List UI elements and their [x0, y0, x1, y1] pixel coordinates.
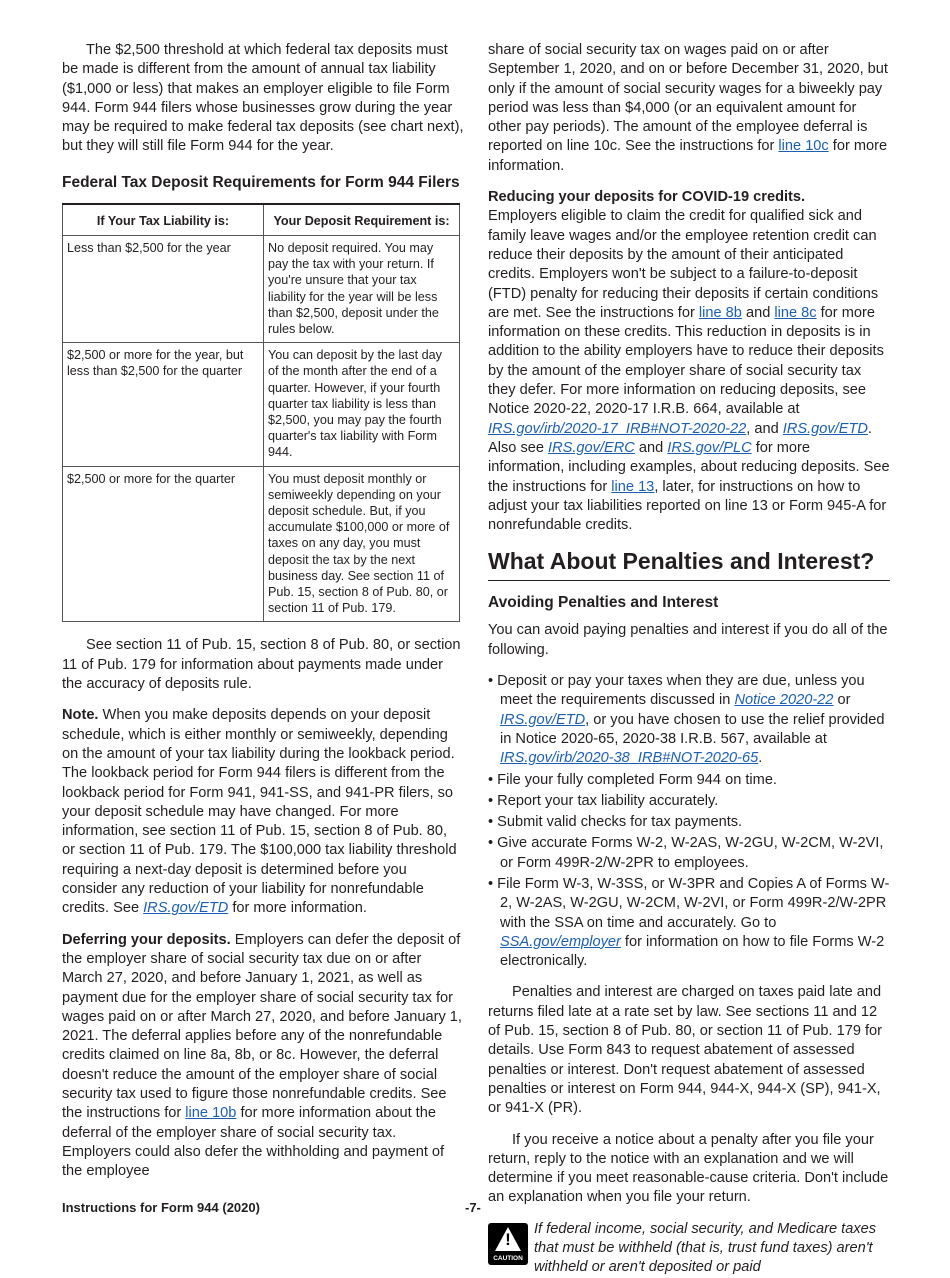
list-item	[488, 813, 890, 832]
text: , and	[746, 420, 783, 437]
link[interactable]: line 8b	[698, 304, 742, 321]
column-header: Your Deposit Requirement is:	[264, 204, 460, 236]
list-item	[488, 771, 890, 790]
text: and	[741, 304, 775, 321]
left-column	[62, 41, 464, 1193]
paragraph-employee-deferral	[488, 41, 890, 176]
run-in-heading: Reducing your deposits for COVID-19 credits.	[488, 189, 806, 206]
caution-label: CAUTION	[493, 1254, 523, 1262]
paragraph-notice	[488, 1131, 890, 1208]
link[interactable]: SSA.gov/employer	[500, 933, 621, 950]
text: • Submit valid checks for tax payments.	[488, 814, 743, 831]
subsection-heading: Avoiding Penalties and Interest	[488, 594, 719, 612]
text: or	[833, 692, 851, 709]
text: for more information.	[228, 900, 367, 917]
run-in-heading: Deferring your deposits.	[62, 931, 231, 948]
text: . Also see	[488, 420, 872, 456]
text: See section 11 of Pub. 15, section 8 of Pub. 80, or section 11 of Pub. 179 for information about payments made under the accuracy of deposits rule.	[62, 637, 461, 693]
text: and	[634, 439, 668, 456]
text: • Report your tax liability accurately.	[488, 792, 719, 809]
text: The $2,500 threshold at which federal tax deposits must be made is different from the amount of annual tax liability ($1,000 or less) that makes an employer eligible to file Form 944. Form 944 filers whose businesses grow during the year may be required to make federal tax deposits (see chart next), but they will still file Form 944 for the year.	[62, 42, 464, 155]
link[interactable]: IRS.gov/PLC	[667, 439, 752, 456]
text: share of social security tax on wages paid on or after September 1, 2020, and on or before December 31, 2020, but only if the amount of social security wages for a biweekly pay period was less than $4,000 (or an equivalent amount for other pay periods). The amount of the employee deferral is reported on line 10c. See the instructions for	[488, 42, 888, 155]
link[interactable]: IRS.gov/ETD	[782, 420, 868, 437]
run-in-heading: Note.	[62, 707, 99, 724]
caution-icon: ! CAUTION	[488, 1223, 528, 1265]
text: If you receive a notice about a penalty after you file your return, reply to the notice with an explanation and we will determine if you meet reasonable-cause criteria. Don't include an explanation when you file your return.	[488, 1131, 889, 1206]
link[interactable]: IRS.gov/ETD	[500, 711, 586, 728]
text: for more information on these credits. This reduction in deposits is in addition to the ability employers have to reduce their deposits by the amount of the employer share of social security tax they defer. For more information on reducing deposits, see Notice 2020-22, 2020-17 I.R.B. 664, available at	[488, 304, 884, 418]
footer-title: Instructions for Form 944 (2020)	[62, 1200, 260, 1215]
text: for information on how to file Forms W-2 electronically.	[500, 933, 885, 970]
table-cell: You must deposit monthly or semiweekly depending on your deposit schedule. But, if you accumulate $100,000 or more of taxes on any day, you must deposit the tax by the next business day. See section 11 of Pub. 15, section 8 of Pub. 80, or section 11 of Pub. 179.	[264, 466, 460, 622]
text: , or you have chosen to use the relief provided in Notice 2020-65, 2020-38 I.R.B. 567, available at	[500, 711, 885, 747]
caution-text: If federal income, social security, and Medicare taxes that must be withheld (that is, trust fund taxes) aren't withheld or aren't deposited or paid	[534, 1220, 877, 1276]
link[interactable]: line 13	[611, 478, 655, 495]
text: • File Form W-3, W-3SS, or W-3PR and Copies A of Forms W-2, W-2AS, W-2GU, W-2CM, W-2VI, or Form 499R-2/W-2PR with the SSA on time and accurately. Go to	[488, 875, 890, 931]
list-item	[488, 875, 890, 971]
link[interactable]: IRS.gov/irb/2020-17_IRB#NOT-2020-22	[488, 420, 747, 437]
list-item	[488, 792, 890, 811]
text: , later, for instructions on how to adjust your tax liabilities reported on line 13 or Form 945-A for nonrefundable credits.	[488, 478, 887, 534]
paragraph-penalties	[488, 983, 890, 1118]
paragraph-note	[62, 706, 464, 918]
table-cell: $2,500 or more for the quarter	[63, 466, 264, 622]
link[interactable]: IRS.gov/ERC	[548, 439, 635, 456]
paragraph-accuracy-rule	[62, 636, 464, 694]
text: for more information.	[488, 138, 888, 174]
paragraph-deferring-deposits	[62, 931, 464, 1182]
table-cell: Less than $2,500 for the year	[63, 235, 264, 342]
table-row	[63, 235, 460, 342]
deposit-requirements-table	[62, 203, 460, 623]
table-header-row	[63, 204, 460, 236]
paragraph-threshold	[62, 41, 464, 157]
text: Employers can defer the deposit of the employer share of social security tax due on or after March 27, 2020, and before January 1, 2021, as well as payment due for the employer share of social security tax for wages paid on or after March 27, 2020, and before January 1, 2021. The deferral applies before any of the nonrefundable credits claimed on line 8a, 8b, or 8c. However, the deferral doesn't reduce the amount of the employer share of social security tax used to figure those nonrefundable credits. See the instructions for	[62, 931, 462, 1122]
column-header: If Your Tax Liability is:	[63, 204, 264, 236]
table-heading: Federal Tax Deposit Requirements for Form 944 Filers	[62, 173, 460, 191]
requirements-list	[488, 672, 890, 971]
section-heading: What About Penalties and Interest?	[488, 547, 890, 581]
text: Penalties and interest are charged on taxes paid late and returns filed late at a rate set by law. See sections 11 and 12 of Pub. 15, section 8 of Pub. 80, or section 11 of Pub. 179 for details. Use Form 843 to request abatement of assessed penalties or interest. Don't request abatement of assessed penalties or interest on Form 944, 944-X, 944-X (SP), 941-X, or 941-X (PR).	[488, 984, 883, 1117]
table-cell: $2,500 or more for the year, but less than $2,500 for the quarter	[63, 343, 264, 466]
list-item	[488, 834, 890, 873]
text: for more information about the deferral of the employer share of social security tax. Employers could also defer the withholding and payment of the employee	[62, 1105, 445, 1180]
table-cell: No deposit required. You may pay the tax with your return. If you're unsure that your tax liability for the year will be less than $2,500, deposit under the rules below.	[264, 235, 460, 342]
text: for more information, including examples, about reducing deposits. See the instructions for	[488, 439, 890, 495]
text: When you make deposits depends on your deposit schedule, which is either monthly or semiweekly, depending on the amount of your tax liability during the lookback period. The lookback period for Form 944 filers is different from the lookback period for Form 941, 941-SS, and 941-PR filers, so your deposit schedule may have changed. For more information, see section 11 of Pub. 15, section 8 of Pub. 80, or section 11 of Pub. 179. The $100,000 tax liability threshold requiring a next-day deposit is determined before you consider any reduction of your liability for nonrefundable credits. See	[62, 707, 457, 917]
text: Employers eligible to claim the credit for qualified sick and family leave wages and/or the employee retention credit can reduce their deposits by the amount of their anticipated credits. Employers won't be subject to a failure-to-deposit (FTD) penalty for reducing their deposits if certain conditions are met. See the instructions for	[488, 208, 879, 321]
link[interactable]: line 10b	[185, 1105, 237, 1122]
link[interactable]: line 8c	[774, 304, 817, 321]
text: • File your fully completed Form 944 on time.	[488, 771, 777, 788]
table-cell: You can deposit by the last day of the month after the end of a quarter. However, if your fourth quarter tax liability is less than $2,500, you may pay the fourth quarter's tax liability with Form 944.	[264, 343, 460, 466]
table-row	[63, 343, 460, 466]
link[interactable]: line 10c	[778, 138, 829, 155]
text: You can avoid paying penalties and interest if you do all of the following.	[488, 622, 888, 658]
caution-note	[488, 1220, 890, 1278]
paragraph-avoid-intro	[488, 621, 890, 660]
text: .	[758, 750, 763, 767]
link[interactable]: IRS.gov/ETD	[143, 900, 229, 917]
link[interactable]: Notice 2020-22	[734, 692, 834, 709]
list-item	[488, 672, 890, 768]
paragraph-covid-credits	[488, 188, 890, 535]
right-column	[488, 41, 890, 1278]
text: • Deposit or pay your taxes when they are due, unless you meet the requirements discussed in	[488, 673, 865, 709]
table-row	[63, 466, 460, 622]
link[interactable]: IRS.gov/irb/2020-38_IRB#NOT-2020-65	[500, 750, 759, 767]
page-number: -7-	[465, 1200, 481, 1215]
text: • Give accurate Forms W-2, W-2AS, W-2GU, W-2CM, W-2VI, or Form 499R-2/W-2PR to employees.	[488, 835, 884, 871]
